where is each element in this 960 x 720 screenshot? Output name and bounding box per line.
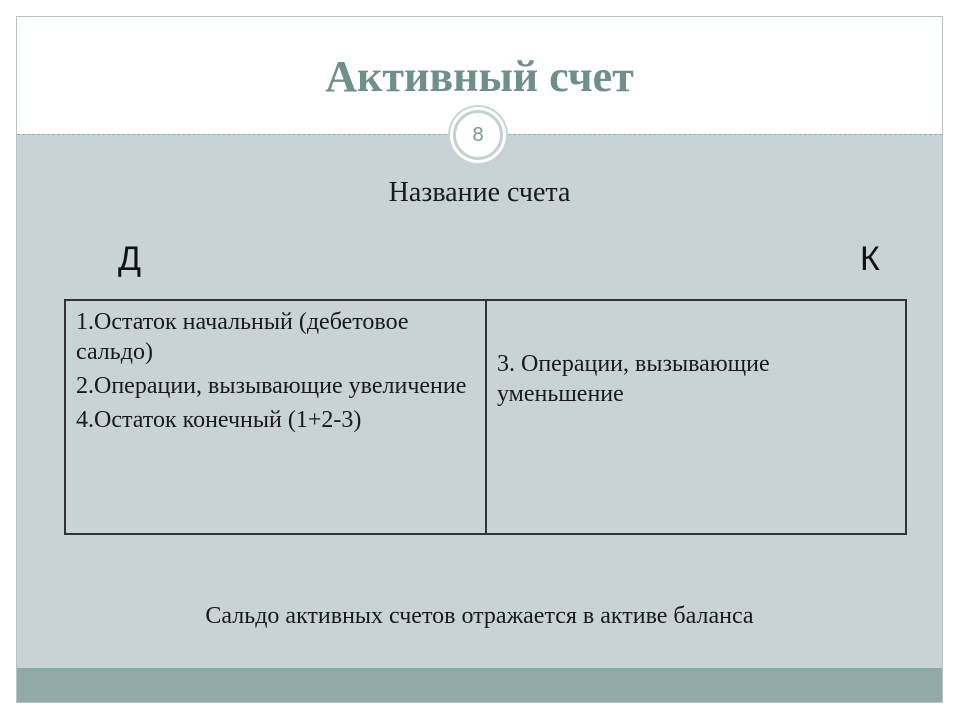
credit-column [487, 301, 905, 533]
t-account-table [64, 299, 907, 535]
debit-column [66, 301, 487, 533]
account-name: Название счета [388, 177, 571, 208]
slide [16, 16, 943, 703]
debit-item-closing-balance: 4.Остаток конечный (1+2-3) [76, 407, 362, 433]
credit-label: К [860, 240, 880, 278]
debit-item-increase: 2.Операции, вызывающие увеличение [76, 373, 467, 399]
slide-number-badge: 8 [453, 110, 503, 160]
debit-item-opening-balance: 1.Остаток начальный (дебетовое сальдо) [76, 309, 409, 365]
credit-item-decrease: 3. Операции, вызывающие уменьшение [497, 351, 770, 407]
bottom-bar [17, 668, 942, 702]
footer-note: Сальдо активных счетов отражается в активе баланса [205, 603, 754, 629]
slide-title: Активный счет [325, 52, 634, 101]
debit-label: Д [118, 240, 142, 278]
